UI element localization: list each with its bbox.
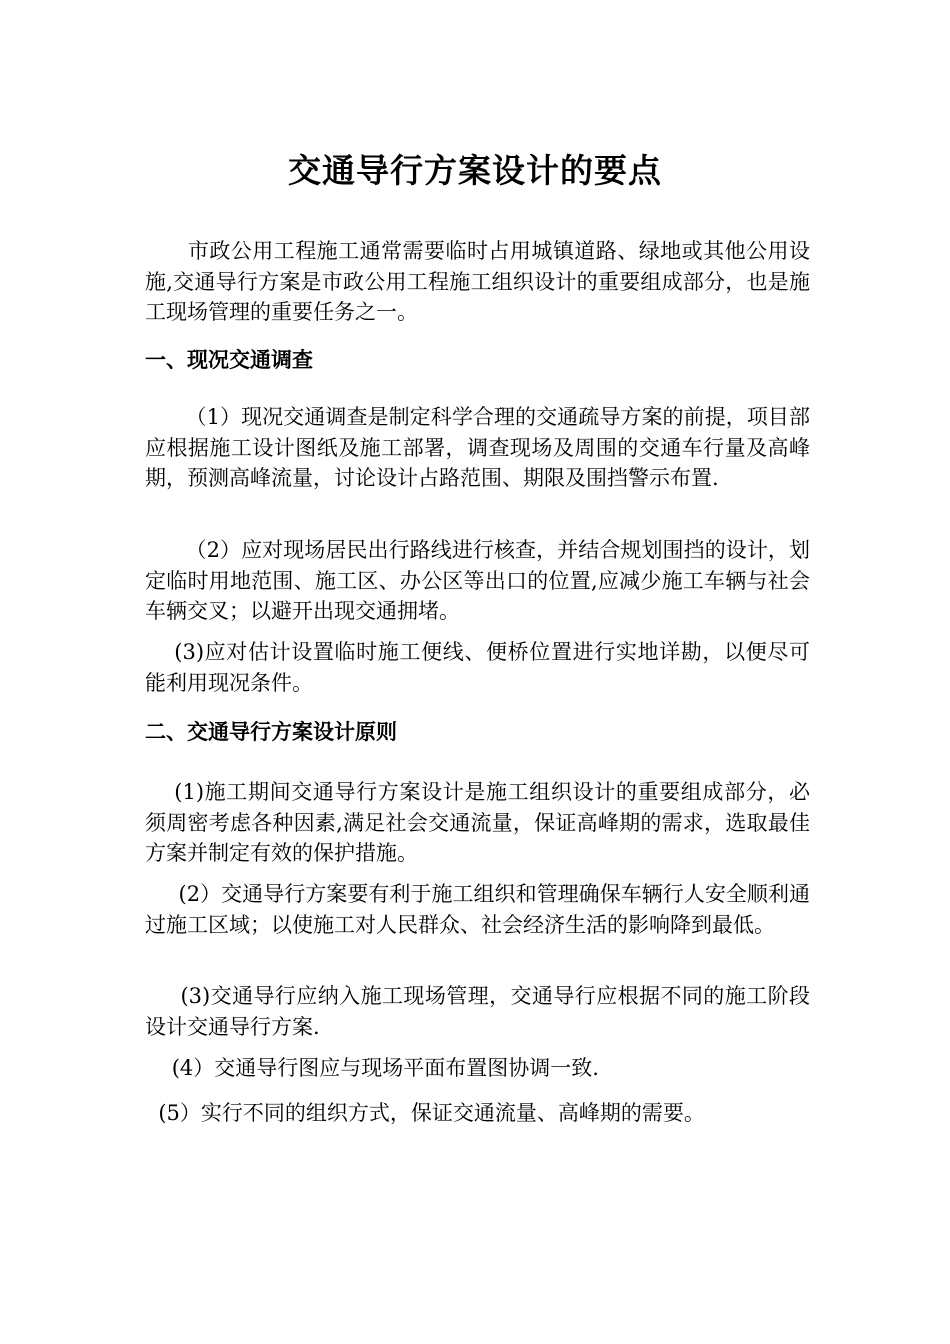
section-heading-survey: 一、现况交通调查 — [145, 348, 313, 372]
survey-item-1: （1）现况交通调查是制定科学合理的交通疏导方案的前提，项目部应根据施工设计图纸及施工部署，调查现场及周围的交通车行量及高峰期，预测高峰流量，讨论设计占路范围、期限及围挡警示布置. — [145, 405, 810, 490]
survey-item-3: (3)应对估计设置临时施工便线、便桥位置进行实地详勘，以便尽可能利用现况条件。 — [145, 640, 811, 695]
principle-item-4: (4）交通导行图应与现场平面布置图协调一致. — [145, 1056, 599, 1080]
survey-item-2: （2）应对现场居民出行路线进行核查，并结合规划围挡的设计，划定临时用地范围、施工区、办公区等出口的位置,应减少施工车辆与社会车辆交叉；以避开出现交通拥堵。 — [145, 538, 810, 623]
principle-item-3: (3)交通导行应纳入施工现场管理，交通导行应根据不同的施工阶段设计交通导行方案. — [145, 984, 810, 1039]
page-title: 交通导行方案设计的要点 — [288, 151, 662, 190]
principle-item-2: (2）交通导行方案要有利于施工组织和管理确保车辆行人安全顺利通过施工区域；以使施工对人民群众、社会经济生活的影响降到最低。 — [145, 882, 810, 937]
principle-item-1: (1)施工期间交通导行方案设计是施工组织设计的重要组成部分，必须周密考虑各种因素,满足社会交通流量，保证高峰期的需求，选取最佳方案并制定有效的保护措施。 — [145, 780, 811, 865]
intro-paragraph: 市政公用工程施工通常需要临时占用城镇道路、绿地或其他公用设施,交通导行方案是市政公用工程施工组织设计的重要组成部分，也是施工现场管理的重要任务之一。 — [145, 239, 810, 324]
section-heading-principles: 二、交通导行方案设计原则 — [145, 720, 397, 744]
principle-item-5: (5）实行不同的组织方式，保证交通流量、高峰期的需要。 — [145, 1101, 705, 1125]
